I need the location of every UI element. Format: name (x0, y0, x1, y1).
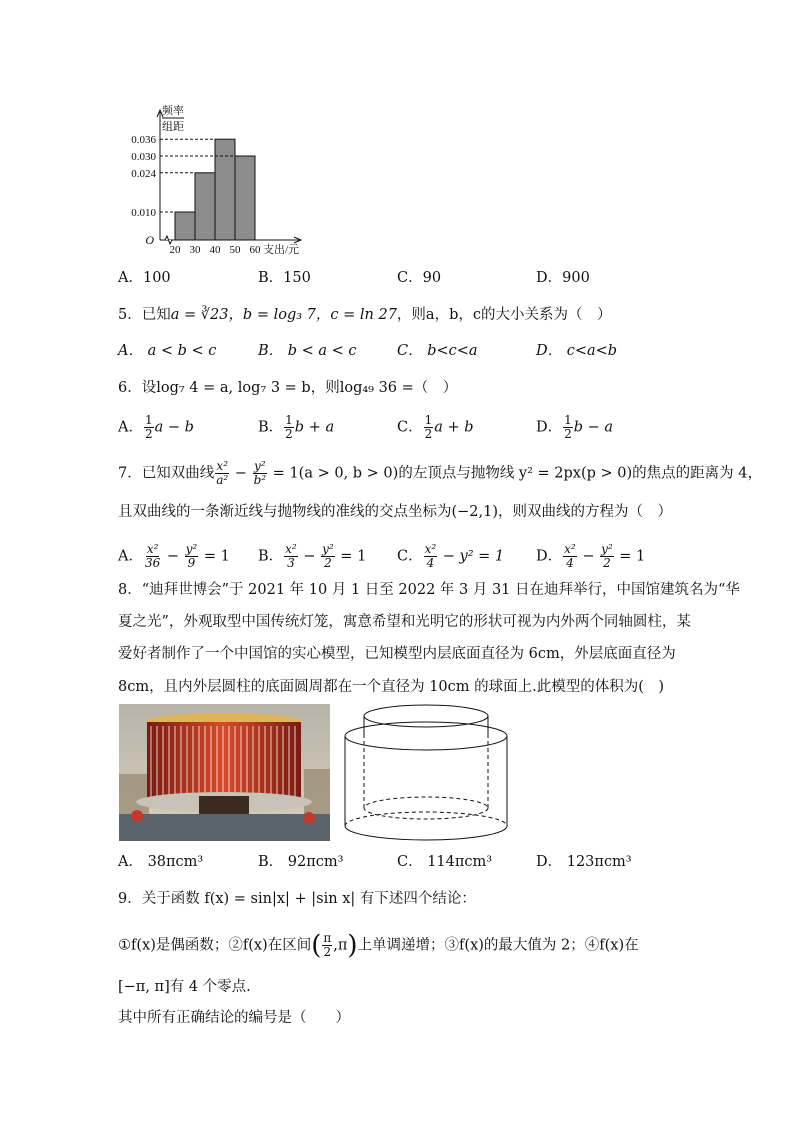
q5-option-b[interactable]: B． b < a < c (258, 343, 357, 359)
histogram-bar (215, 139, 235, 240)
x-tick-label: 40 (209, 244, 221, 256)
outer-cylinder-bottom-front (345, 826, 507, 840)
q8-stem-line4: 8cm，且内外层圆柱的底面圆周都在一个直径为 10cm 的球面上.此模型的体积为( ) (118, 679, 665, 695)
histogram-plot (131, 103, 301, 256)
q5-option-a[interactable]: A． a < b < c (118, 343, 217, 359)
q4-option-b[interactable]: B．150 (258, 270, 311, 286)
q5-stem: 5．已知a = ∛23，b = log₃ 7，c = ln 27，则a，b，c的大小关系为（ ） (118, 307, 612, 323)
x-tick-label: 50 (229, 244, 241, 256)
q8-option-c[interactable]: C． 114πcm³ (397, 854, 493, 870)
q5-option-c[interactable]: C． b<c<a (397, 343, 478, 359)
histogram-bar (175, 212, 195, 240)
q7-option-c[interactable]: C． $\frac{\text{x²}}{4}$ − y² = 1 (397, 542, 505, 570)
q7-stem-line1: 7．已知双曲线 $\frac{\text{x²}}{\text{a²}}$ − $\frac{\text{y²}}{\text{b²}}$ = 1(a > 0, b > 0)的左顶点与抛物线 y² = 2px(p > 0)的焦点的距离为 4， (118, 459, 763, 487)
q8-stem-line3: 爱好者制作了一个中国馆的实心模型，已知模型内层底面直径为 6cm，外层底面直径为 (118, 646, 676, 662)
q6-option-a[interactable]: A． $\frac{1}{2}$ a − b (118, 413, 194, 441)
x-tick-label: 30 (189, 244, 201, 256)
q9-statements-line1: ①f(x)是偶函数；②f(x)在区间( $\frac{\pi}{2}$ ,π)上单调递增；③f(x)的最大值为 2；④f(x)在 (118, 930, 639, 961)
q8-option-a[interactable]: A． 38πcm³ (118, 854, 204, 870)
q8-stem-line1: 8．“迪拜世博会”于 2021 年 10 月 1 日至 2022 年 3 月 31 日在迪拜举行，中国馆建筑名为“华 (118, 582, 740, 598)
q7-option-d[interactable]: D． $\frac{\text{x²}}{4}$ − $\frac{\text{y²}}{2}$ = 1 (536, 542, 646, 570)
y-axis-label-top: 频率 (162, 105, 184, 117)
q7-option-b[interactable]: B． $\frac{\text{x²}}{3}$ − $\frac{\text{y²}}{2}$ = 1 (258, 542, 367, 570)
pavilion-photo (119, 704, 330, 841)
histogram-bar (235, 156, 255, 240)
coaxial-cylinder-diagram (340, 700, 512, 845)
q8-option-d[interactable]: D． 123πcm³ (536, 854, 632, 870)
x-tick-label: 60 (249, 244, 261, 256)
q6-option-b[interactable]: B． $\frac{1}{2}$ b + a (258, 413, 335, 441)
q6-option-d[interactable]: D． $\frac{1}{2}$ b − a (536, 413, 614, 441)
q9-question: 其中所有正确结论的编号是（ ） (118, 1010, 350, 1026)
y-tick-label: 0.010 (131, 207, 156, 219)
inner-cylinder-bottom (364, 797, 488, 819)
outer-cylinder-top (345, 722, 507, 750)
q8-option-b[interactable]: B． 92πcm³ (258, 854, 344, 870)
q6-option-c[interactable]: C． $\frac{1}{2}$ a + b (397, 413, 474, 441)
q4-option-d[interactable]: D．900 (536, 270, 590, 286)
q6-stem: 6．设log₇ 4 = a, log₇ 3 = b，则log₄₉ 36 =（ ） (118, 380, 458, 396)
axis-break (165, 236, 172, 244)
q7-stem-line2: 且双曲线的一条渐近线与抛物线的准线的交点坐标为(−2,1)，则双曲线的方程为（ ） (118, 504, 673, 520)
q9-stem: 9．关于函数 f(x) = sin|x| + |sin x| 有下述四个结论： (118, 891, 476, 907)
q4-option-a[interactable]: A．100 (118, 270, 171, 286)
y-tick-label: 0.036 (131, 134, 156, 147)
q4-option-c[interactable]: C．90 (397, 270, 442, 286)
histogram-bar (195, 173, 215, 240)
x-tick-label: 20 (169, 244, 181, 256)
y-tick-label: 0.024 (131, 167, 156, 180)
histogram-chart (115, 100, 315, 260)
q9-statements-line2: [−π, π]有 4 个零点. (118, 979, 251, 995)
x-axis-label: 支出/元 (263, 244, 300, 256)
origin-label: O (145, 233, 154, 247)
y-tick-label: 0.030 (131, 151, 156, 163)
y-axis-label-bottom: 组距 (162, 121, 184, 133)
q8-stem-line2: 夏之光”，外观取型中国传统灯笼，寓意希望和光明它的形状可视为内外两个同轴圆柱，某 (118, 614, 691, 630)
q5-option-d[interactable]: D． c<a<b (536, 343, 618, 359)
q7-option-a[interactable]: A． $\frac{\text{x²}}{36}$ − $\frac{\text{y²}}{9}$ = 1 (118, 542, 230, 570)
